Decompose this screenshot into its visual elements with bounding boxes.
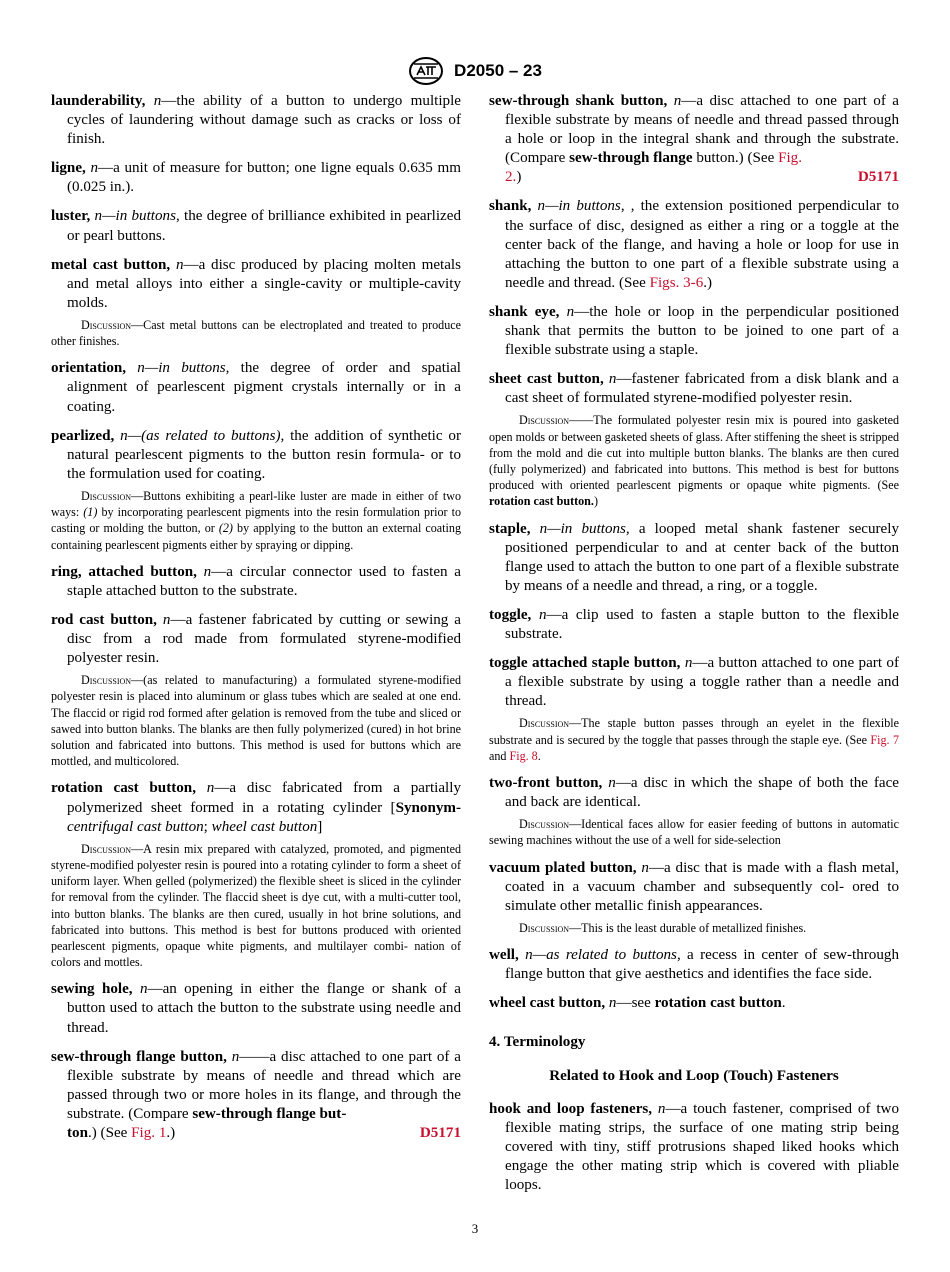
- discussion-note: [489, 920, 899, 936]
- section-heading: 4. Terminology: [489, 1034, 586, 1051]
- definition-entry: [489, 994, 899, 1013]
- definition: —a disc produced by placing molten metals and metal alloys into either a single-cavity or multiple-cavity molds.: [67, 256, 461, 311]
- part-of-speech: n: [175, 256, 184, 273]
- definition: , the addition of synthetic or natural pearlescent pigments to the button resin formula- or to the formulation used for coating.: [67, 427, 461, 482]
- term: luster,: [51, 208, 91, 225]
- definition: —see: [616, 995, 655, 1012]
- part-of-speech: n: [566, 303, 575, 320]
- right-column: [489, 92, 899, 1205]
- discussion-note: [489, 412, 899, 509]
- term: shank eye,: [489, 303, 560, 320]
- part-of-speech: n—(as related to buttons): [120, 427, 281, 444]
- definition-entry: [51, 1048, 461, 1143]
- discussion-text: (2): [218, 521, 233, 536]
- cross-reference: rotation cast button: [654, 995, 782, 1012]
- discussion-text: —The staple button passes through an eyelet in the flexible substrate and is secured by the toggle that passes through the staple eye. (See: [489, 716, 899, 747]
- part-of-speech: n: [673, 93, 682, 109]
- definition-entry: [51, 359, 461, 416]
- term: ligne,: [51, 160, 86, 177]
- discussion-note: [51, 672, 461, 769]
- definition: —a circular connector used to fasten a staple attached button to the substrate.: [67, 563, 462, 599]
- text: .: [537, 748, 541, 763]
- part-of-speech: n: [231, 1048, 240, 1065]
- astm-logo-icon: [408, 56, 444, 86]
- discussion-label: Discussion: [519, 817, 570, 832]
- definition: , a recess in center of sew-through flange button that give aesthetics and identifies the face side.: [505, 947, 899, 983]
- definition: , the degree of brilliance exhibited in pearlized or pearl buttons.: [67, 208, 461, 244]
- definition: —a disc fabricated from a partially polymerized sheet formed in a rotating cylinder [: [67, 780, 461, 816]
- part-of-speech: n—in buttons: [94, 208, 176, 225]
- definition-entry: [489, 946, 899, 984]
- definition: —the hole or loop in the perpendicular positioned shank that permits the button to be joined to one part of a flexible substrate using a staple.: [505, 303, 899, 359]
- page-header: [0, 56, 950, 86]
- subsection-heading: Related to Hook and Loop (Touch) Fasteners: [549, 1067, 839, 1084]
- compare-term: sew-through flange but-: [192, 1105, 347, 1122]
- figure-link[interactable]: Figs. 3-6: [649, 274, 704, 291]
- definition: —an opening in either the flange or shank of a button used to attach the button to the substrate using needle and thread.: [67, 981, 461, 1036]
- definition-entry: [489, 606, 899, 644]
- term: pearlized,: [51, 427, 115, 444]
- definition-entry: [51, 92, 461, 149]
- term: sheet cast button,: [489, 371, 604, 388]
- definition-entry: [489, 303, 899, 360]
- part-of-speech: n: [657, 1100, 666, 1117]
- part-of-speech: n: [684, 655, 693, 672]
- discussion-label: Discussion: [519, 920, 570, 935]
- part-of-speech: n: [538, 607, 547, 623]
- discussion-label: Discussion: [519, 413, 570, 428]
- term: staple,: [489, 520, 531, 537]
- term: ring, attached button,: [51, 563, 197, 580]
- text: .): [166, 1124, 176, 1141]
- figure-link[interactable]: Fig.: [778, 150, 802, 167]
- term: toggle attached staple button,: [489, 655, 681, 672]
- discussion-text: —Identical faces allow for easier feeding of buttons in automatic sewing machines without the use of a well for side-selection: [489, 817, 899, 848]
- definition-entry: [489, 859, 899, 916]
- discussion-label: Discussion: [81, 673, 132, 688]
- term: sew-through shank button,: [489, 93, 668, 109]
- figure-link[interactable]: Fig. 7: [870, 732, 899, 747]
- separator: ;: [203, 818, 212, 835]
- discussion-note: [489, 715, 899, 764]
- definition: —fastener fabricated from a disk blank and a cast sheet of formulated styrene-modified polyester resin.: [505, 371, 899, 407]
- term: shank,: [489, 198, 532, 215]
- discussion-text: —A resin mix prepared with catalyzed, promoted, and pigmented styrene-modified polyester resin is poured into a rotating cylinder to form a sheet of uniform layer. When gelled (polymerized) the flexible sheet is sliced in the cylinder for removal from the cylinder. The flaccid sheet is dye cut, with a multi-cutter tool, into button blanks. The blanks are then cured, usually in hot brine solutions, and fabricated into buttons. This method is best for buttons produced with oriented pearlescent pigments, opaque white pigments, and multilayer combi- nation of colors and mottles.: [51, 841, 461, 970]
- definition-entry: [51, 256, 461, 313]
- synonym-label: Synonym-: [395, 799, 461, 816]
- term: two-front button,: [489, 775, 603, 792]
- term: metal cast button,: [51, 256, 171, 273]
- definition-entry: [51, 611, 461, 668]
- figure-link[interactable]: Fig. 8: [509, 748, 538, 763]
- discussion-note: [51, 488, 461, 553]
- left-column: [51, 92, 461, 1153]
- part-of-speech: n: [162, 611, 171, 628]
- discussion-text: —This is the least durable of metallized finishes.: [569, 920, 807, 935]
- definition-entry: [51, 980, 461, 1037]
- text: .) (See: [87, 1124, 132, 1141]
- part-of-speech: n: [608, 775, 616, 792]
- definition-entry: [489, 654, 899, 711]
- discussion-label: Discussion: [519, 716, 570, 731]
- discussion-label: Discussion: [81, 841, 132, 856]
- part-of-speech: n: [203, 563, 212, 580]
- figure-link[interactable]: Fig. 1: [131, 1124, 167, 1141]
- term: sew-through flange button,: [51, 1048, 227, 1065]
- part-of-speech: n: [153, 93, 162, 109]
- part-of-speech: n: [90, 160, 99, 177]
- compare-term: sew-through flange: [569, 150, 693, 167]
- definition-entry: [489, 92, 899, 187]
- discussion-text: by applying to the button an external coating containing pearlescent pigments either by spraying or dipping.: [51, 521, 461, 552]
- text: .): [703, 274, 713, 291]
- term: rotation cast button,: [51, 780, 196, 797]
- synonym: centrifugal cast button: [67, 818, 204, 835]
- text: button.) (See: [692, 150, 779, 167]
- part-of-speech: n—as related to buttons: [525, 947, 677, 964]
- discussion-label: Discussion: [81, 317, 132, 332]
- text: .: [781, 995, 786, 1012]
- definition-entry: [489, 774, 899, 812]
- term: wheel cast button,: [489, 995, 606, 1012]
- term: orientation,: [51, 360, 127, 377]
- discussion-text: (1): [83, 505, 98, 520]
- synonym: wheel cast button: [211, 818, 318, 835]
- definition-entry: [51, 779, 461, 836]
- definition-entry: [489, 1100, 899, 1195]
- part-of-speech: n: [608, 995, 617, 1012]
- bracket: ]: [317, 818, 323, 835]
- term: well,: [489, 947, 519, 964]
- term: hook and loop fasteners,: [489, 1100, 653, 1117]
- definition: , , the extension positioned perpendicular to the surface of disc, designed as either a ring or a toggle at the center back of the flange, and having a hole or loop for use in attaching the button to one part of a flexible substrate using a needle and thread. (See: [505, 198, 899, 291]
- definition: —a unit of measure for button; one ligne equals 0.635 mm (0.025 in.).: [67, 160, 461, 196]
- discussion-text: ——The formulated polyester resin mix is poured into gasketed open molds or between gasketed sheets of glass. After stiffening the sheet is stripped from the mold and die cut into multiple button blanks. The blanks are then cured (fully polymerized) and fabricated into buttons. This method is best for buttons produced with oriented pearlescent pigments or opaque white pigments. (See: [489, 413, 899, 493]
- term: toggle,: [489, 607, 532, 623]
- discussion-text: by incorporating pearlescent pigments into the resin formulation prior to casting or molding the button, or: [51, 505, 461, 536]
- definition-entry: [51, 427, 461, 484]
- definition: —the ability of a button to undergo multiple cycles of laundering without damage such as cracks or loss of finish.: [67, 93, 461, 148]
- definition-entry: [51, 159, 461, 197]
- figure-link[interactable]: 2.: [505, 169, 517, 186]
- term: sewing hole,: [51, 981, 133, 998]
- term: vacuum plated button,: [489, 859, 637, 876]
- definition: —a button attached to one part of a flexible substrate by using a toggle rather than a needle and thread.: [505, 655, 899, 710]
- cross-reference: rotation cast button.: [489, 494, 594, 509]
- discussion-text: —Buttons exhibiting a pearl-like luster are made in either of two ways:: [51, 488, 461, 520]
- discussion-text: —Cast metal buttons can be electroplated and treated to produce other finishes.: [51, 317, 461, 349]
- compare-term: ton: [67, 1124, 88, 1141]
- definition-entry: [489, 370, 899, 408]
- definition: , the degree of order and spatial alignment of pearlescent pigment crystals internally or in a coating.: [67, 360, 461, 415]
- part-of-speech: n: [206, 780, 215, 797]
- part-of-speech: n: [608, 371, 617, 388]
- definition-entry: [51, 207, 461, 245]
- discussion-note: [51, 841, 461, 971]
- definition: ——a disc attached to one part of a flexible substrate by means of needle and thread which are passed through two or more holes in its flange, and through the substrate. (Compare: [67, 1048, 461, 1122]
- document-number: D2050 – 23: [454, 61, 542, 80]
- definition-entry: [489, 520, 899, 596]
- part-of-speech: n—in buttons: [539, 520, 626, 537]
- definition: , a looped metal shank fastener securely positioned perpendicular to and at center back of the button flange used to attach the button to one part of a flexible substrate by means of a needle and thread, a ring, or a toggle.: [505, 520, 899, 594]
- definition: —a disc in which the shape of both the face and back are identical.: [505, 775, 899, 811]
- page-number: 3: [471, 1221, 479, 1236]
- part-of-speech: n—in buttons: [137, 360, 226, 377]
- definition: —a touch fastener, comprised of two flexible mating strips, the surface of one mating strip being covered with tiny, stiff protrusions shaped liked hooks which engage the other mating strip which is covered with pliable loops.: [505, 1100, 899, 1193]
- part-of-speech: n: [139, 981, 148, 998]
- definition: —a disc attached to one part of a flexible substrate by means of needle and thread passed through a hole or loop in the integral shank and through the substrate. (Compare: [505, 93, 900, 167]
- definition: —a clip used to fasten a staple button to the flexible substrate.: [505, 607, 899, 643]
- discussion-text: —(as related to manufacturing) a formulated styrene-modified polyester resin is placed into aluminum or glass tubes which are sealed at one end. The flaccid or rigid rod formed after gelation is removed from the tube and sliced or sawed into button blanks. The blanks are then fully polymerized (cured) in hot brine solution and fabricated into buttons. This method is used for buttons which are mottled, and multicolored.: [51, 673, 461, 769]
- text: ): [516, 169, 522, 186]
- discussion-note: [51, 317, 461, 349]
- term: rod cast button,: [51, 611, 157, 628]
- term: launderability,: [51, 93, 146, 109]
- definition: —a disc that is made with a flash metal, coated in a vacuum chamber and subsequently col- ored to simulate other metallic finish appearances.: [505, 859, 900, 914]
- part-of-speech: n: [641, 859, 649, 876]
- standard-reference-link[interactable]: D5171: [419, 1124, 461, 1141]
- discussion-label: Discussion: [81, 488, 132, 503]
- definition-entry: [489, 197, 899, 292]
- text: ): [593, 494, 598, 509]
- definition: —a fastener fabricated by cutting or sewing a disc from a rod made from formulated styrene-modified polyester resin.: [67, 611, 462, 667]
- standard-reference-link[interactable]: D5171: [857, 169, 899, 186]
- discussion-note: [489, 816, 899, 848]
- part-of-speech: n—in buttons: [537, 198, 621, 215]
- text: and: [489, 748, 510, 763]
- definition-entry: [51, 563, 461, 601]
